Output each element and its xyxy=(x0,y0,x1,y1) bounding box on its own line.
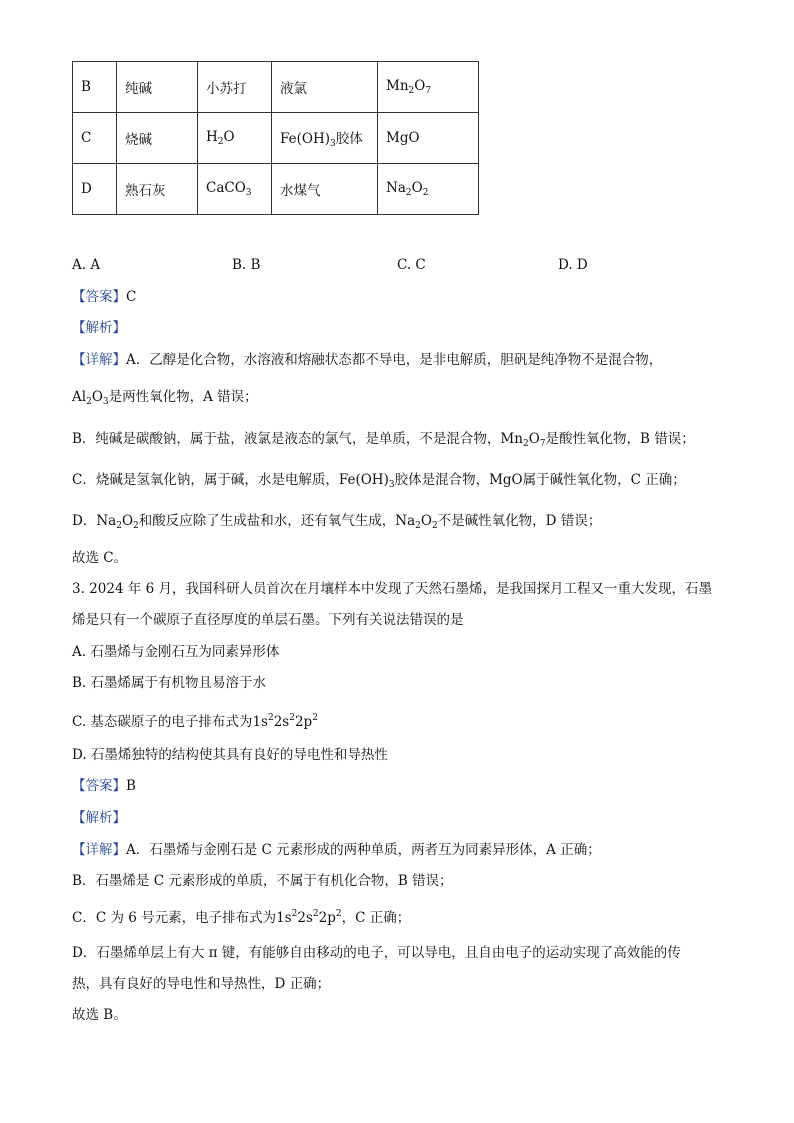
formula-subscript: 2 xyxy=(431,521,438,531)
formula-part: CaCO xyxy=(206,180,246,196)
q2-conclusion: 故选 C。 xyxy=(72,550,128,566)
q3-answer xyxy=(72,776,136,796)
q3-option-d: D. 石墨烯独特的结构使其具有良好的导电性和导热性 xyxy=(72,747,388,763)
formula-superscript: 2 xyxy=(312,909,319,919)
table-row xyxy=(73,62,479,113)
table-cell xyxy=(378,164,479,215)
q2-detail-a-cont xyxy=(72,387,258,412)
formula-superscript: 2 xyxy=(312,713,318,723)
formula-part: Fe(OH) xyxy=(338,472,389,488)
q3-analysis-tag xyxy=(72,808,126,828)
formula-superscript: 2 xyxy=(335,909,342,919)
q2-answer xyxy=(72,287,136,307)
formula-part: 2p xyxy=(294,714,313,730)
table-cell: 液氯 xyxy=(272,62,378,113)
q2-analysis-tag xyxy=(72,318,126,338)
choice-c: C. C xyxy=(397,257,426,273)
table-row xyxy=(73,164,479,215)
formula-part: Al xyxy=(72,389,87,405)
formula-subscript: 3 xyxy=(102,397,109,407)
formula-part: 2s xyxy=(297,910,313,926)
formula-subscript: 2 xyxy=(422,188,429,198)
q3-detail-d-line2: 热，具有良好的导电性和导热性，D 正确； xyxy=(72,976,331,992)
formula-part: 2s xyxy=(273,714,290,730)
formula-part: Mn xyxy=(386,78,409,94)
formula-part: 1s xyxy=(276,910,292,926)
q3-conclusion: 故选 B。 xyxy=(72,1007,127,1023)
formula-superscript: 2 xyxy=(289,713,295,723)
q3-option-c xyxy=(72,708,318,732)
answer-value: B xyxy=(126,778,136,794)
formula-subscript: 2 xyxy=(217,137,224,147)
table-cell: 纯碱 xyxy=(117,62,198,113)
formula-part: H xyxy=(206,129,218,145)
formula-part: O xyxy=(411,180,423,196)
q3-detail-b: B．石墨烯是 C 元素形成的单质，不属于有机化合物，B 错误； xyxy=(72,873,453,889)
formula-part: Fe(OH) xyxy=(280,131,330,147)
choice-b: B. B xyxy=(232,257,261,273)
q3-detail-d-line1: D．石墨烯单层上有大 π 键，有能够自由移动的电子，可以导电，且自由电子的运动实现了高效能的传 xyxy=(72,945,681,961)
q2-detail-c xyxy=(72,470,686,495)
table-cell xyxy=(198,164,272,215)
formula-part: MgO xyxy=(489,472,523,488)
formula-part: O xyxy=(414,78,426,94)
table-cell: C xyxy=(73,113,117,164)
answer-tag: 【答案】 xyxy=(72,289,126,305)
formula-subscript: 3 xyxy=(388,480,395,490)
table-cell: B xyxy=(73,62,117,113)
q2-detail-a xyxy=(72,350,662,370)
table-cell: 小苏打 xyxy=(198,62,272,113)
table-cell: MgO xyxy=(378,113,479,164)
detail-text: 不是碱性氧化物，D 错误； xyxy=(437,513,602,529)
formula-part: O xyxy=(121,513,134,529)
detail-text: A．石墨烯与金刚石是 C 元素形成的两种单质，两者互为同素异形体，A 正确； xyxy=(126,842,601,858)
options-table xyxy=(72,61,479,215)
q3-detail-c xyxy=(72,904,410,928)
detail-text: 和酸反应除了生成盐和水，还有氧气生成， xyxy=(138,513,396,529)
table-cell: 烧碱 xyxy=(117,113,198,164)
formula-part: O xyxy=(223,129,235,145)
analysis-tag: 【解析】 xyxy=(72,810,126,826)
formula-subscript: 2 xyxy=(415,521,421,531)
q3-detail-a xyxy=(72,840,601,860)
detail-text: B．纯碱是碳酸钠，属于盐，液氯是液态的氯气，是单质，不是混合物， xyxy=(72,431,501,447)
table-cell xyxy=(378,62,479,113)
formula-subscript: 2 xyxy=(133,521,139,531)
detail-text: 是酸性氧化物，B 错误； xyxy=(545,431,695,447)
detail-text: 胶体是混合物， xyxy=(394,472,490,488)
formula-part: O xyxy=(91,389,103,405)
formula-subscript: 2 xyxy=(408,86,415,96)
detail-text: C．C 为 6 号元素，电子排布式为 xyxy=(72,910,277,926)
detail-text: D． xyxy=(72,513,97,529)
detail-text: 是两性氧化物，A 错误； xyxy=(108,389,258,405)
formula-subscript: 2 xyxy=(86,397,92,407)
formula-superscript: 2 xyxy=(267,713,274,723)
formula-subscript: 3 xyxy=(330,139,336,149)
q3-stem-line1: 3. 2024 年 6 月，我国科研人员首次在月壤样本中发现了天然石墨烯，是我国探月工程又一重大发现，石墨 xyxy=(72,581,712,597)
answer-tag: 【答案】 xyxy=(72,778,126,794)
formula-part: 胶体 xyxy=(335,131,363,147)
detail-tag: 【详解】 xyxy=(72,842,126,858)
choice-a: A. A xyxy=(72,257,101,273)
detail-tag: 【详解】 xyxy=(72,352,126,368)
q3-option-a: A. 石墨烯与金刚石互为同素异形体 xyxy=(72,644,280,660)
option-text: C. 基态碳原子的电子排布式为 xyxy=(72,714,253,730)
formula-part: 1s xyxy=(252,714,268,730)
q2-detail-d xyxy=(72,511,601,536)
table-row xyxy=(73,113,479,164)
formula-part: O xyxy=(420,513,432,529)
formula-subscript: 7 xyxy=(539,439,546,449)
answer-value: C xyxy=(126,289,137,305)
table-cell xyxy=(198,113,272,164)
formula-part: 2p xyxy=(318,910,336,926)
detail-text: A．乙醇是化合物，水溶液和熔融状态都不导电，是非电解质，胆矾是纯净物不是混合物， xyxy=(126,352,663,368)
formula-subscript: 3 xyxy=(245,188,252,198)
table-cell: 水煤气 xyxy=(272,164,378,215)
formula-part: O xyxy=(528,431,540,447)
formula-part: Na xyxy=(96,513,117,529)
formula-superscript: 2 xyxy=(291,909,298,919)
formula-subscript: 2 xyxy=(522,439,529,449)
q3-stem-line2: 烯是只有一个碳原子直径厚度的单层石墨。下列有关说法错误的是 xyxy=(72,612,464,628)
formula-part: Mn xyxy=(500,431,523,447)
formula-part: Na xyxy=(386,180,406,196)
formula-subscript: 2 xyxy=(116,521,122,531)
detail-text: C．烧碱是氢氧化钠，属于碱，水是电解质， xyxy=(72,472,339,488)
formula-part: Na xyxy=(395,513,416,529)
detail-text: ，C 正确； xyxy=(341,910,411,926)
table-cell: 熟石灰 xyxy=(117,164,198,215)
formula-subscript: 2 xyxy=(405,188,412,198)
choice-d: D. D xyxy=(558,257,588,273)
detail-text: 属于碱性氧化物，C 正确； xyxy=(522,472,686,488)
table-cell xyxy=(272,113,378,164)
analysis-tag: 【解析】 xyxy=(72,320,126,336)
formula-subscript: 7 xyxy=(425,86,432,96)
q3-option-b: B. 石墨烯属于有机物且易溶于水 xyxy=(72,675,267,691)
q2-detail-b xyxy=(72,429,695,454)
table-cell: D xyxy=(73,164,117,215)
